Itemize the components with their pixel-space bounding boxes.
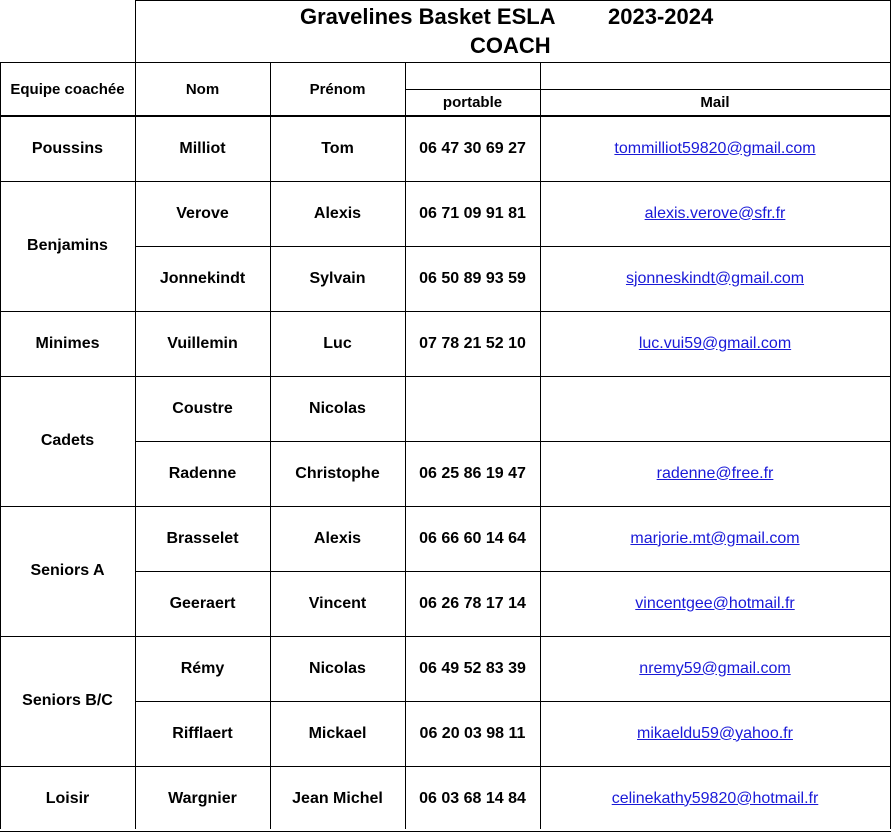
team-name: Poussins: [31, 139, 104, 157]
coach-phone: [405, 376, 540, 441]
coach-mail-cell: [540, 116, 890, 181]
coach-firstname: Sylvain: [309, 269, 366, 287]
coach-phone: 06 47 30 69 27: [419, 139, 526, 157]
coach-phone: 06 03 68 14 84: [419, 789, 526, 807]
coach-phone: 06 20 03 98 11: [419, 724, 526, 742]
coach-mail-cell: [540, 376, 890, 441]
coach-lastname: Milliot: [179, 139, 226, 157]
club-title: Gravelines Basket ESLA: [300, 4, 556, 29]
coach-mail-cell: [540, 441, 890, 506]
sheet-subtitle: COACH: [470, 33, 551, 58]
coach-firstname: Alexis: [313, 529, 362, 547]
coach-mail-cell: [540, 311, 890, 376]
header-mail: Mail: [700, 94, 730, 111]
coach-phone: 06 49 52 83 39: [419, 659, 526, 677]
coach-mail-cell: [540, 636, 890, 701]
coach-lastname: Brasselet: [166, 529, 239, 547]
coach-mail-cell: [540, 571, 890, 636]
coach-mail-link[interactable]: radenne@free.fr: [656, 464, 774, 482]
coach-lastname: Jonnekindt: [159, 269, 246, 287]
coach-mail-link[interactable]: tommilliot59820@gmail.com: [614, 139, 816, 157]
coach-lastname: Geeraert: [169, 594, 236, 612]
coach-mail-link[interactable]: nremy59@gmail.com: [639, 659, 791, 677]
team-name: Cadets: [40, 432, 95, 449]
coach-mail-cell: [540, 181, 890, 246]
coach-mail-cell: [540, 701, 890, 766]
coach-firstname: Vincent: [308, 594, 367, 612]
coach-firstname: Nicolas: [309, 659, 366, 677]
coach-lastname: Radenne: [168, 464, 237, 482]
header-firstname: Prénom: [309, 80, 366, 98]
coach-lastname: Rémy: [180, 659, 225, 677]
header-lastname: Nom: [185, 80, 220, 98]
coach-phone: 06 25 86 19 47: [419, 464, 526, 482]
coach-mail-link[interactable]: celinekathy59820@hotmail.fr: [611, 789, 819, 807]
coach-firstname: Alexis: [313, 204, 362, 222]
coach-mail-link[interactable]: vincentgee@hotmail.fr: [635, 594, 795, 612]
coach-firstname: Luc: [323, 334, 352, 352]
header-team: Equipe coachée: [10, 80, 125, 98]
coach-firstname: Tom: [321, 139, 354, 157]
team-name: Benjamins: [27, 237, 108, 254]
coach-mail-cell: [540, 766, 890, 831]
coach-mail-link[interactable]: mikaeldu59@yahoo.fr: [637, 724, 793, 742]
coach-mail-link[interactable]: marjorie.mt@gmail.com: [630, 529, 800, 547]
coach-phone: 07 78 21 52 10: [419, 334, 526, 352]
team-name: Seniors A: [30, 562, 105, 579]
team-name: Minimes: [35, 334, 100, 352]
coach-phone: 06 71 09 91 81: [419, 204, 526, 222]
team-name: Loisir: [45, 789, 90, 807]
coach-lastname: Vuillemin: [167, 334, 238, 352]
coach-phone: 06 50 89 93 59: [419, 269, 526, 287]
team-name: Seniors B/C: [22, 692, 113, 709]
coach-firstname: Mickael: [308, 724, 367, 742]
coach-lastname: Coustre: [172, 399, 233, 417]
season-label: 2023-2024: [608, 4, 714, 29]
coach-lastname: Rifflaert: [172, 724, 233, 742]
coach-mail-cell: [540, 506, 890, 571]
coach-firstname: Jean Michel: [292, 789, 383, 807]
coach-mail-link[interactable]: alexis.verove@sfr.fr: [644, 204, 786, 222]
header-phone: portable: [442, 94, 503, 111]
coach-phone: 06 26 78 17 14: [419, 594, 526, 612]
coach-lastname: Verove: [176, 204, 229, 222]
coach-mail-link[interactable]: sjonneskindt@gmail.com: [625, 269, 805, 287]
coach-lastname: Wargnier: [168, 789, 237, 807]
coach-mail-cell: [540, 246, 890, 311]
coach-phone: 06 66 60 14 64: [419, 529, 526, 547]
coach-firstname: Nicolas: [309, 399, 366, 417]
coach-firstname: Christophe: [295, 464, 380, 482]
coach-mail-link[interactable]: luc.vui59@gmail.com: [638, 334, 792, 352]
